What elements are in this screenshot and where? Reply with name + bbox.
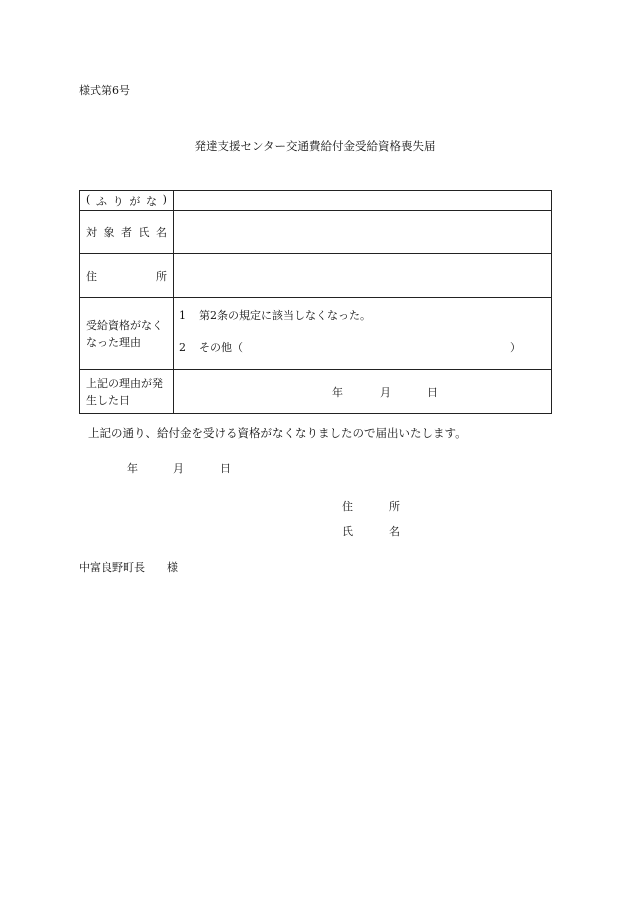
application-table xyxy=(79,190,552,414)
form-number: 様式第6号 xyxy=(79,84,130,97)
reason-2-text: その他（ xyxy=(199,340,243,354)
reason-2-number: 2 xyxy=(179,340,186,354)
occurred-date-field[interactable] xyxy=(174,370,552,414)
reason-option-2[interactable] xyxy=(174,339,551,355)
occurred-day: 日 xyxy=(427,386,438,399)
occurred-label: 上記の理由が発生した日 xyxy=(86,376,163,407)
occurred-label-cell xyxy=(80,370,174,414)
reason-option-1[interactable] xyxy=(174,307,551,323)
address-field[interactable] xyxy=(174,254,552,298)
applicant-name-label-b: 名 xyxy=(389,525,400,538)
address-label: 住 所 xyxy=(86,269,167,283)
applicant-name-label-a: 氏 xyxy=(342,525,353,538)
reason-options xyxy=(174,298,552,370)
furigana-field[interactable] xyxy=(174,191,552,211)
name-label-cell xyxy=(80,211,174,254)
submit-day: 日 xyxy=(220,462,231,475)
reason-1-number: 1 xyxy=(179,308,186,322)
name-field[interactable] xyxy=(174,211,552,254)
applicant-address-label-b: 所 xyxy=(389,500,400,513)
reason-2-close: ） xyxy=(510,340,521,354)
applicant-address-label-a: 住 xyxy=(342,500,353,513)
furigana-label-cell xyxy=(80,191,174,211)
declaration-text: 上記の通り、給付金を受ける資格がなくなりましたので届出いたします。 xyxy=(88,426,467,440)
name-label: 対 象 者 氏 名 xyxy=(86,226,167,239)
document-title: 発達支援センター交通費給付金受給資格喪失届 xyxy=(194,139,436,153)
reason-1-text: 第2条の規定に該当しなくなった。 xyxy=(199,308,371,322)
address-label-cell xyxy=(80,254,174,298)
reason-label-cell xyxy=(80,298,174,370)
occurred-month: 月 xyxy=(380,386,391,399)
submit-month: 月 xyxy=(173,462,184,475)
reason-label: 受給資格がなくなった理由 xyxy=(86,318,163,349)
addressee: 中富良野町長 様 xyxy=(79,561,178,574)
furigana-label: ( ふ り が な ) xyxy=(86,192,167,208)
submit-year: 年 xyxy=(127,462,138,475)
occurred-year: 年 xyxy=(332,386,343,399)
